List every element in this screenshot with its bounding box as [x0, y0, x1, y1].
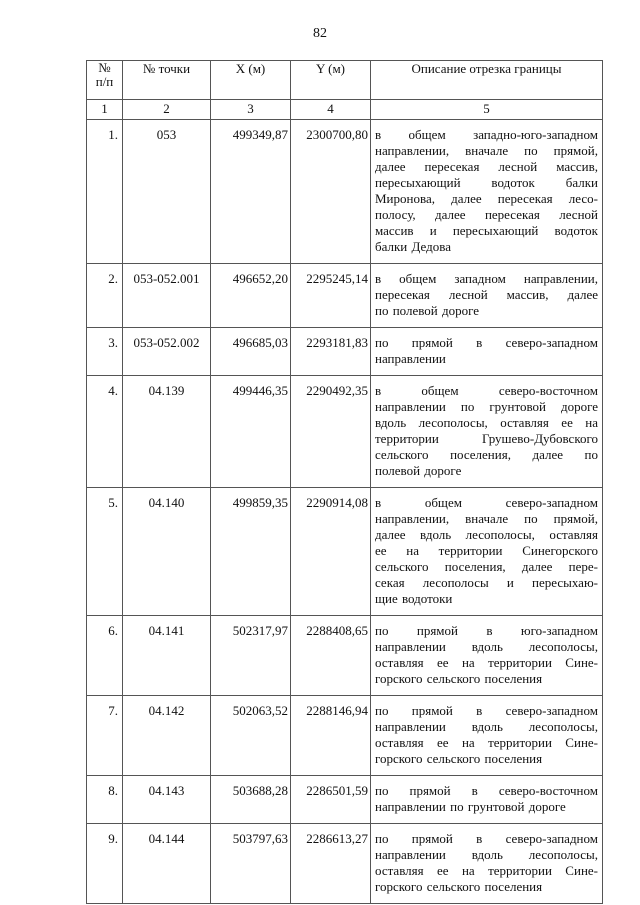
description-cell	[371, 824, 603, 904]
description-line: направлении, вначале по прямой,	[375, 143, 598, 158]
description-line: в общем северо-восточном	[375, 383, 598, 398]
column-index: 1	[87, 100, 123, 120]
table-row	[87, 824, 603, 904]
x-coordinate-cell: 502317,97	[211, 616, 291, 696]
header-y: Y (м)	[291, 61, 371, 100]
description-line: в общем западно-юго-западном	[375, 127, 598, 142]
table-row	[87, 488, 603, 616]
description-line: в общем северо-западном	[375, 495, 598, 510]
description-line: направлении, вначале по прямой,	[375, 511, 598, 526]
table-row	[87, 616, 603, 696]
y-coordinate-cell: 2288146,94	[291, 696, 371, 776]
row-number-cell: 7.	[87, 696, 123, 776]
table-row	[87, 696, 603, 776]
description-line: оставляя ее на территории Сине-	[375, 655, 598, 670]
column-index: 3	[211, 100, 291, 120]
point-number-cell: 053-052.001	[123, 264, 211, 328]
description-line: оставляя ее на территории Сине-	[375, 735, 598, 750]
description-line: щие водотоки	[375, 591, 453, 606]
table-row	[87, 120, 603, 264]
y-coordinate-cell: 2286613,27	[291, 824, 371, 904]
table-row	[87, 776, 603, 824]
description-line: по полевой дороге	[375, 303, 480, 318]
description-line: направлении вдоль лесополосы,	[375, 847, 598, 862]
y-coordinate-cell: 2286501,59	[291, 776, 371, 824]
x-coordinate-cell: 502063,52	[211, 696, 291, 776]
description-line: в общем западном направлении,	[375, 271, 598, 286]
description-line: территории Грушево-Дубовского	[375, 431, 598, 446]
x-coordinate-cell: 496652,20	[211, 264, 291, 328]
point-number-cell: 04.142	[123, 696, 211, 776]
row-number-cell: 1.	[87, 120, 123, 264]
boundary-coordinates-table	[86, 60, 603, 904]
y-coordinate-cell: 2290914,08	[291, 488, 371, 616]
description-line: направлении по грунтовой дороге	[375, 399, 598, 414]
description-cell	[371, 776, 603, 824]
header-x: X (м)	[211, 61, 291, 100]
description-line: массив и пересыхающий водоток	[375, 223, 598, 238]
row-number-cell: 3.	[87, 328, 123, 376]
x-coordinate-cell: 503797,63	[211, 824, 291, 904]
description-line: по прямой в северо-западном	[375, 335, 598, 350]
description-line: по прямой в северо-западном	[375, 703, 598, 718]
x-coordinate-cell: 499859,35	[211, 488, 291, 616]
x-coordinate-cell: 503688,28	[211, 776, 291, 824]
description-line: секая лесополосы и пересыхаю-	[375, 575, 598, 590]
y-coordinate-cell: 2288408,65	[291, 616, 371, 696]
table-row	[87, 328, 603, 376]
description-line: оставляя ее на территории Сине-	[375, 863, 598, 878]
description-line: направлении	[375, 351, 446, 366]
y-coordinate-cell: 2300700,80	[291, 120, 371, 264]
x-coordinate-cell: 499349,87	[211, 120, 291, 264]
y-coordinate-cell: 2295245,14	[291, 264, 371, 328]
description-line: вдоль лесополосы, оставляя ее на	[375, 415, 598, 430]
column-index: 4	[291, 100, 371, 120]
description-cell	[371, 616, 603, 696]
x-coordinate-cell: 499446,35	[211, 376, 291, 488]
description-cell	[371, 264, 603, 328]
point-number-cell: 053-052.002	[123, 328, 211, 376]
description-cell	[371, 120, 603, 264]
description-line: сельского поселения, далее пере-	[375, 559, 598, 574]
table-body	[87, 120, 603, 904]
description-line: направлении по грунтовой дороге	[375, 799, 566, 814]
table-row	[87, 264, 603, 328]
y-coordinate-cell: 2290492,35	[291, 376, 371, 488]
point-number-cell: 04.143	[123, 776, 211, 824]
description-line: далее вдоль лесополосы, оставляя	[375, 527, 598, 542]
description-line: горского сельского поселения	[375, 671, 543, 686]
row-number-cell: 5.	[87, 488, 123, 616]
description-line: далее пересекая лесной массив,	[375, 159, 598, 174]
point-number-cell: 04.139	[123, 376, 211, 488]
description-line: ее на территории Синегорского	[375, 543, 598, 558]
row-number-cell: 6.	[87, 616, 123, 696]
point-number-cell: 04.144	[123, 824, 211, 904]
description-line: полосу, далее пересекая лесной	[375, 207, 598, 222]
row-number-cell: 2.	[87, 264, 123, 328]
y-coordinate-cell: 2293181,83	[291, 328, 371, 376]
header-row-number	[87, 61, 123, 100]
row-number-cell: 8.	[87, 776, 123, 824]
description-line: пересыхающий водоток балки	[375, 175, 598, 190]
description-line: горского сельского поселения	[375, 751, 543, 766]
description-line: полевой дороге	[375, 463, 462, 478]
row-number-cell: 4.	[87, 376, 123, 488]
description-line: сельского поселения, далее по	[375, 447, 598, 462]
page-number: 82	[313, 26, 327, 41]
point-number-cell: 04.141	[123, 616, 211, 696]
x-coordinate-cell: 496685,03	[211, 328, 291, 376]
description-line: направлении вдоль лесополосы,	[375, 639, 598, 654]
description-line: по прямой в северо-западном	[375, 831, 598, 846]
description-line: Миронова, далее пересекая лесо-	[375, 191, 598, 206]
table-header-row	[87, 61, 603, 100]
point-number-cell: 053	[123, 120, 211, 264]
header-row-number-line1: №	[98, 60, 111, 75]
description-cell	[371, 376, 603, 488]
description-cell	[371, 328, 603, 376]
header-row-number-line2: п/п	[95, 74, 114, 89]
column-index: 2	[123, 100, 211, 120]
description-line: пересекая лесной массив, далее	[375, 287, 598, 302]
row-number-cell: 9.	[87, 824, 123, 904]
description-line: по прямой в юго-западном	[375, 623, 598, 638]
description-line: направлении вдоль лесополосы,	[375, 719, 598, 734]
column-index-row	[87, 100, 603, 120]
header-point-number: № точки	[123, 61, 211, 100]
description-line: горского сельского поселения	[375, 879, 543, 894]
description-cell	[371, 488, 603, 616]
point-number-cell: 04.140	[123, 488, 211, 616]
table-row	[87, 376, 603, 488]
column-index: 5	[371, 100, 603, 120]
description-cell	[371, 696, 603, 776]
header-description: Описание отрезка границы	[371, 61, 603, 100]
description-line: по прямой в северо-восточном	[375, 783, 598, 798]
description-line: балки Дедова	[375, 239, 451, 254]
